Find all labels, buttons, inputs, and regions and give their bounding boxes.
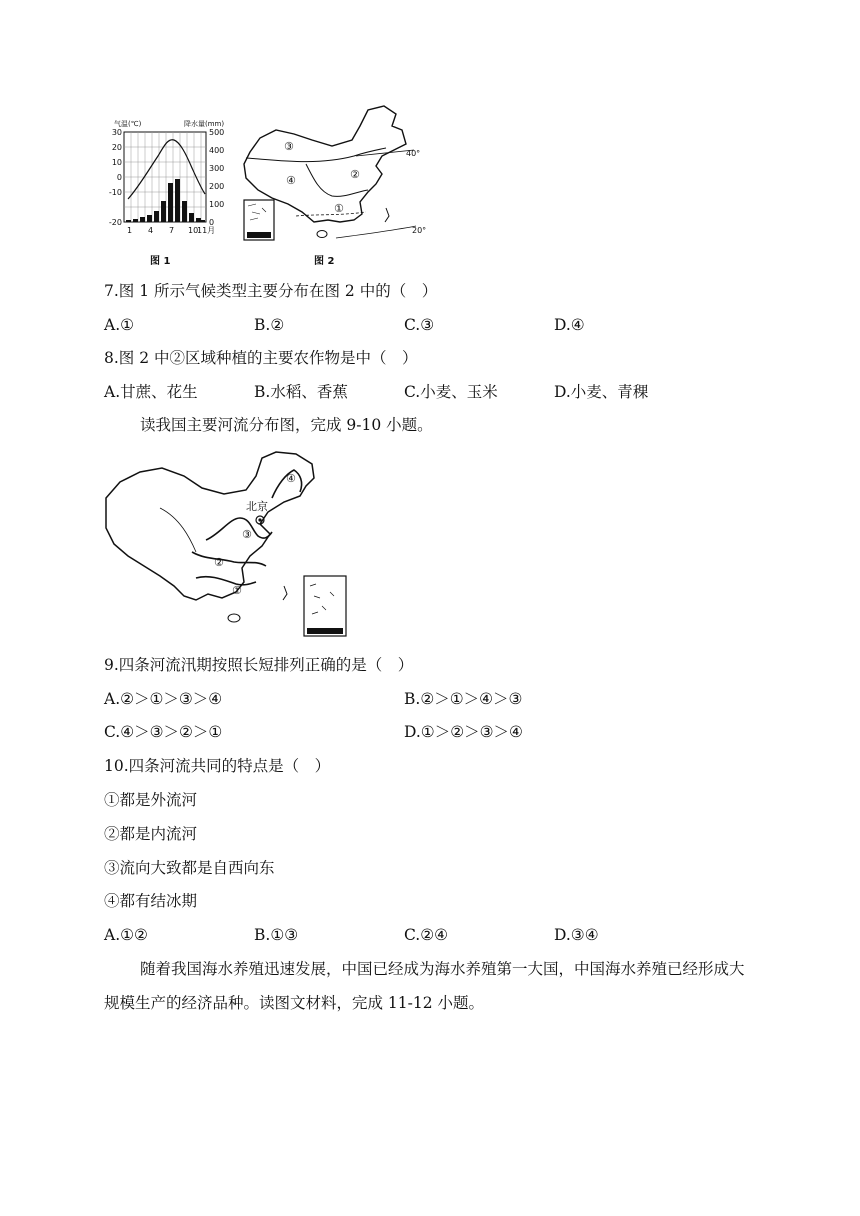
- q10-statement-1: ①都是外流河: [104, 791, 198, 809]
- region-2-label: ②: [350, 168, 360, 181]
- precip-axis-label: 降水量(mm): [184, 120, 225, 128]
- precip-tick: 500: [209, 128, 225, 137]
- q10-option-b[interactable]: B.①③: [254, 926, 299, 944]
- climate-chart-figure1: [100, 116, 230, 270]
- q8-option-a[interactable]: A.甘蔗、花生: [104, 383, 198, 401]
- question-8-stem: 8.图 2 中②区域种植的主要农作物是中（ ）: [104, 349, 418, 367]
- question-7-stem: 7.图 1 所示气候类型主要分布在图 2 中的（ ）: [104, 282, 438, 300]
- region-3-label: ③: [284, 140, 294, 153]
- q10-option-c[interactable]: C.②④: [404, 926, 449, 944]
- q9-option-b[interactable]: B.②＞①＞④＞③: [404, 690, 523, 708]
- q8-option-d[interactable]: D.小麦、青稞: [554, 383, 649, 401]
- river-4-label: ④: [286, 472, 296, 485]
- china-rivers-map: [100, 448, 352, 640]
- question-10-stem: 10.四条河流共同的特点是（ ）: [104, 757, 331, 775]
- month-tick: 11月: [197, 226, 216, 235]
- q8-option-c[interactable]: C.小麦、玉米: [404, 383, 498, 401]
- month-tick: 7: [169, 226, 175, 235]
- figure2-caption: 图 2: [314, 256, 335, 267]
- q10-option-d[interactable]: D.③④: [554, 926, 599, 944]
- month-tick: 10: [188, 226, 199, 235]
- q10-statement-4: ④都有结冰期: [104, 892, 198, 910]
- river-1-label: ①: [232, 584, 242, 597]
- temp-tick: 10: [111, 158, 122, 167]
- china-region-map-figure2: [236, 100, 432, 270]
- q9-option-c[interactable]: C.④＞③＞②＞①: [104, 723, 223, 741]
- precip-tick: 100: [209, 200, 225, 209]
- temp-tick: -10: [108, 188, 122, 197]
- temp-tick: 30: [111, 128, 122, 137]
- month-tick: 4: [148, 226, 154, 235]
- lat-40-label: 40°: [406, 149, 421, 158]
- beijing-label: 北京: [246, 500, 268, 513]
- precip-tick: 200: [209, 182, 225, 191]
- intro-11-12: 随着我国海水养殖迅速发展，中国已经成为海水养殖第一大国，中国海水养殖已经形成大规模生产的经济品种。读图文材料，完成 11-12 小题。: [104, 960, 745, 1012]
- q7-option-a[interactable]: A.①: [104, 316, 135, 334]
- q10-option-a[interactable]: A.①②: [104, 926, 148, 944]
- temp-tick: 0: [116, 173, 122, 182]
- region-1-label: ①: [334, 202, 344, 215]
- precip-tick: 0: [209, 218, 215, 227]
- intro-9-10: 读我国主要河流分布图，完成 9-10 小题。: [140, 416, 433, 434]
- lat-20-label: 20°: [412, 226, 427, 235]
- china-outline: [244, 106, 406, 222]
- temp-axis-label: 气温(℃): [114, 120, 142, 128]
- q7-option-b[interactable]: B.②: [254, 316, 285, 334]
- q8-option-b[interactable]: B.水稻、香蕉: [254, 383, 348, 401]
- temp-tick: -20: [108, 218, 122, 227]
- month-tick: 1: [127, 226, 133, 235]
- q9-option-a[interactable]: A.②＞①＞③＞④: [104, 690, 223, 708]
- question-9-stem: 9.四条河流汛期按照长短排列正确的是（ ）: [104, 656, 414, 674]
- temperature-curve: [128, 140, 205, 199]
- q7-option-d[interactable]: D.④: [554, 316, 585, 334]
- precip-tick: 400: [209, 146, 225, 155]
- china-outline: [106, 452, 314, 600]
- region-4-label: ④: [286, 174, 296, 187]
- south-sea-inset: [304, 576, 346, 636]
- precip-tick: 300: [209, 164, 225, 173]
- q10-statement-3: ③流向大致都是自西向东: [104, 859, 275, 877]
- south-sea-inset: [244, 200, 274, 240]
- figure1-caption: 图 1: [150, 256, 171, 267]
- temp-tick: 20: [111, 143, 122, 152]
- q7-option-c[interactable]: C.③: [404, 316, 435, 334]
- river-2-label: ②: [214, 556, 224, 569]
- q10-statement-2: ②都是内流河: [104, 825, 198, 843]
- q9-option-d[interactable]: D.①＞②＞③＞④: [404, 723, 523, 741]
- river-3-label: ③: [242, 528, 252, 541]
